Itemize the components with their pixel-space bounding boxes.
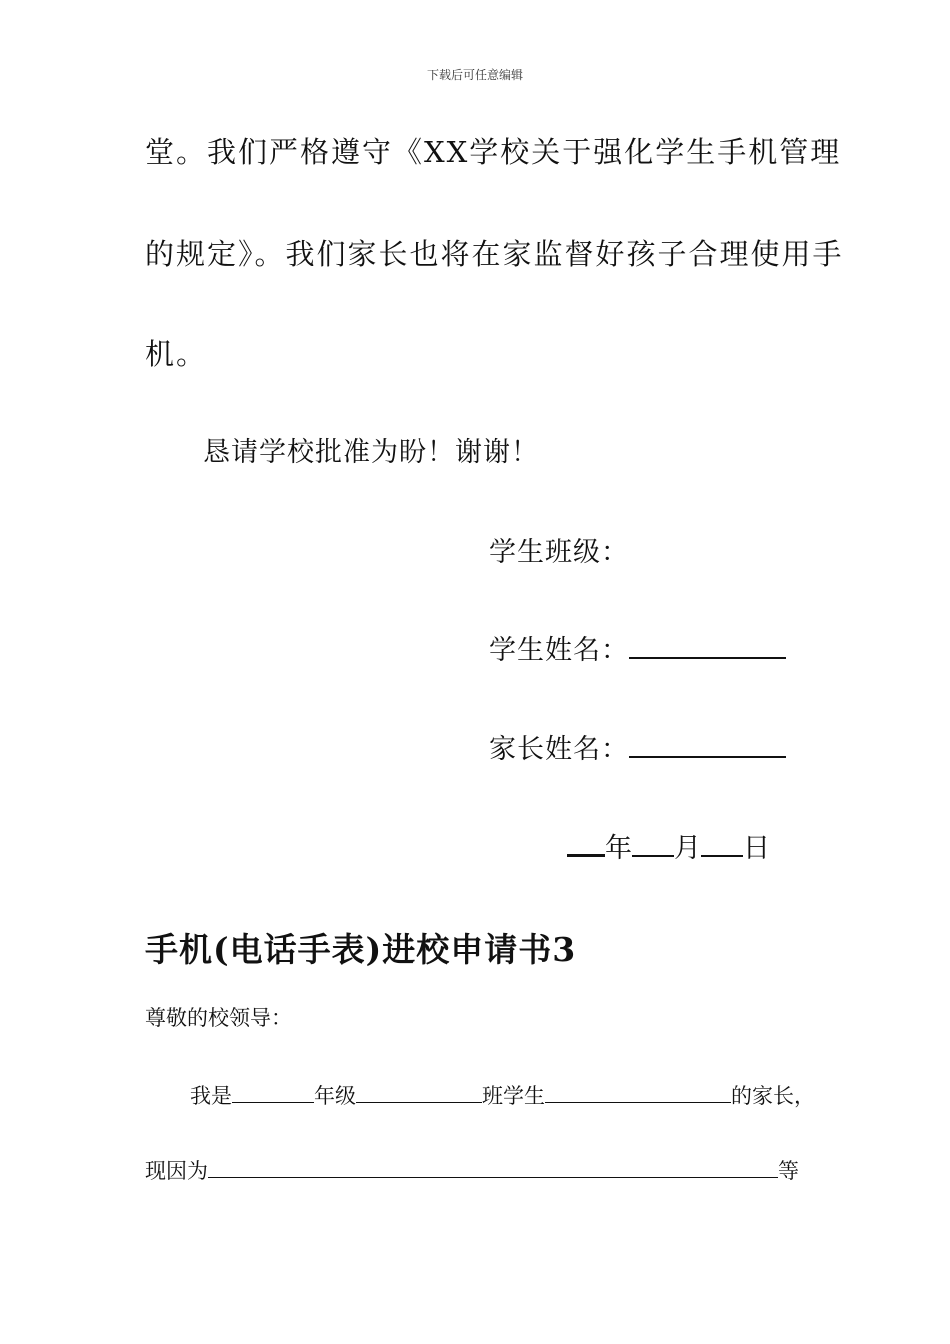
body-line-2: 的规定》。我们家长也将在家监督好孩子合理使用手 <box>145 237 844 271</box>
date-field <box>567 826 770 865</box>
month-blank[interactable] <box>632 829 674 857</box>
day-blank[interactable] <box>701 829 743 857</box>
parent-name-blank[interactable] <box>629 730 786 758</box>
body-line-1: 堂。我们严格遵守《XX学校关于强化学生手机管理 <box>145 135 842 169</box>
year-label: 年 <box>605 833 632 864</box>
student-class-field <box>489 530 629 569</box>
greeting: 尊敬的校领导： <box>145 1006 292 1030</box>
student-blank[interactable] <box>545 1082 731 1103</box>
reason-label: 现因为 <box>145 1159 208 1183</box>
year-blank[interactable] <box>567 828 605 857</box>
form-line-1 <box>190 1080 815 1110</box>
class-student-label: 班学生 <box>482 1084 545 1108</box>
form-line-2 <box>145 1155 799 1185</box>
reason-blank[interactable] <box>208 1157 778 1178</box>
student-name-label: 学生姓名： <box>489 635 629 666</box>
student-class-label: 学生班级： <box>489 537 629 568</box>
month-label: 月 <box>674 833 701 864</box>
section-title: 手机(电话手表)进校申请书3 <box>145 930 577 969</box>
grade-blank[interactable] <box>232 1082 314 1103</box>
grade-label: 年级 <box>314 1084 356 1108</box>
parent-of-label: 的家长， <box>731 1084 815 1108</box>
etc-label: 等 <box>778 1159 799 1183</box>
parent-name-label: 家长姓名： <box>489 734 629 765</box>
i-am-label: 我是 <box>190 1084 232 1108</box>
class-blank[interactable] <box>356 1082 482 1103</box>
parent-name-field <box>489 727 786 766</box>
student-name-blank[interactable] <box>629 631 786 659</box>
page-header: 下载后可任意编辑 <box>426 68 523 82</box>
day-label: 日 <box>743 833 770 864</box>
request-line: 恳请学校批准为盼！谢谢！ <box>203 437 539 468</box>
body-line-3: 机。 <box>145 337 208 371</box>
student-name-field <box>489 628 786 667</box>
